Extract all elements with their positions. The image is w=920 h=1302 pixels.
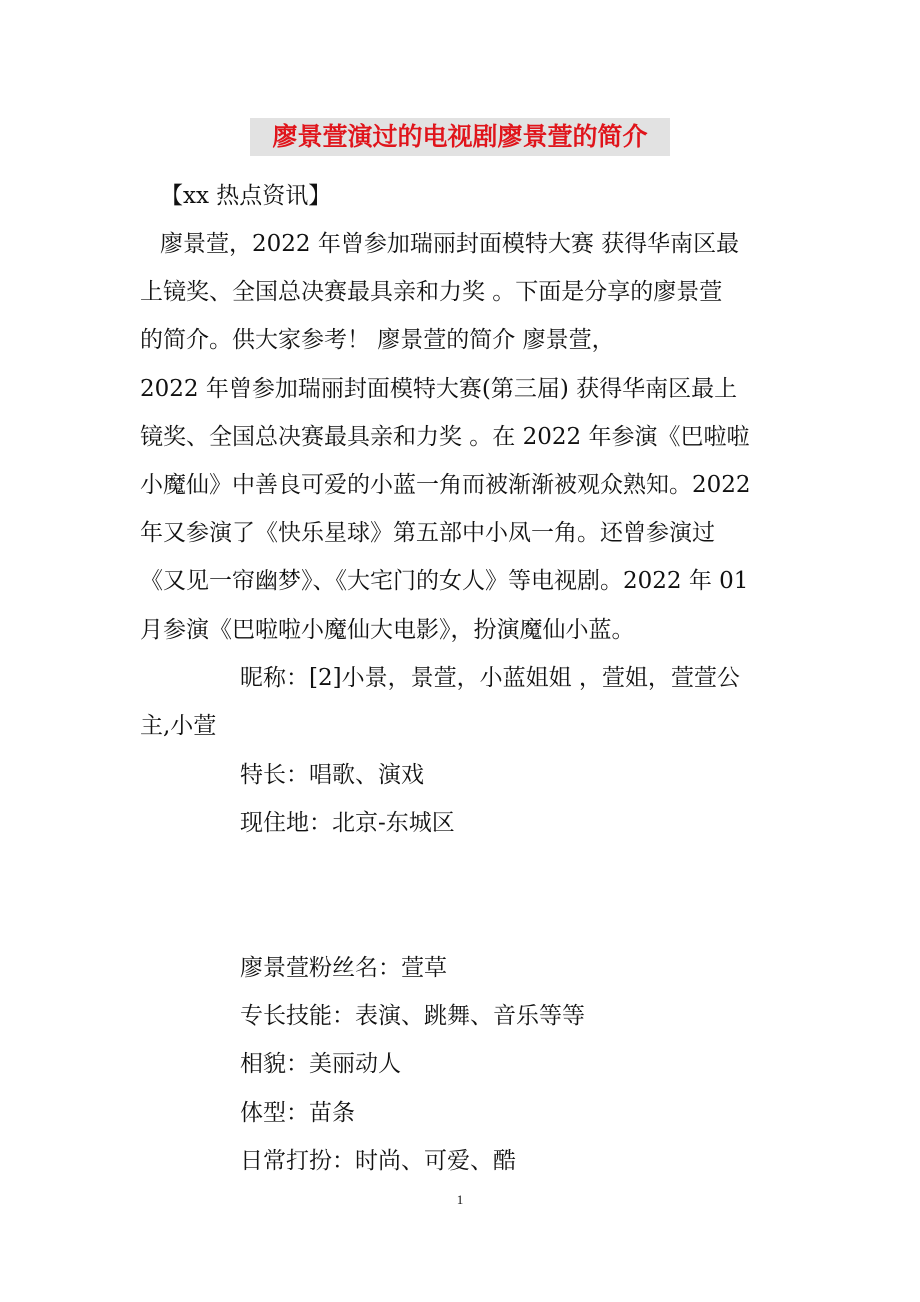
intro-line-8: 《又见一帘幽梦》、《大宅门的女人》等电视剧。2022 年 01	[140, 568, 749, 594]
source-tag: 【xx 热点资讯】	[160, 183, 332, 209]
intro-line-7: 年又参演了《快乐星球》第五部中小凤一角。还曾参演过	[140, 520, 715, 546]
intro-line-6: 小魔仙》中善良可爱的小蓝一角而被渐渐被观众熟知。2022	[140, 472, 751, 498]
nickname-line-1: 昵称：[2]小景，景萱，小蓝姐姐 ，萱姐，萱萱公	[240, 665, 740, 691]
fan-name-line: 廖景萱粉丝名：萱草	[240, 955, 447, 981]
intro-line-3: 的简介。供大家参考！ 廖景萱的简介 廖景萱，	[140, 327, 615, 353]
daily-style-line: 日常打扮：时尚、可爱、酷	[240, 1148, 516, 1174]
body-type-line: 体型：苗条	[240, 1100, 355, 1126]
intro-line-2: 上镜奖、全国总决赛最具亲和力奖 。下面是分享的廖景萱	[140, 279, 723, 305]
intro-line-5: 镜奖、全国总决赛最具亲和力奖 。在 2022 年参演《巴啦啦	[140, 424, 750, 450]
residence-line: 现住地：北京-东城区	[240, 810, 455, 836]
skills-line: 专长技能：表演、跳舞、音乐等等	[240, 1003, 585, 1029]
page-number: 1	[456, 1192, 464, 1207]
document-title: 廖景萱演过的电视剧廖景萱的简介	[250, 118, 670, 156]
intro-line-9: 月参演《巴啦啦小魔仙大电影》，扮演魔仙小蓝。	[140, 617, 635, 643]
intro-line-1: 廖景萱，2022 年曾参加瑞丽封面模特大赛 获得华南区最	[160, 231, 740, 257]
looks-line: 相貌：美丽动人	[240, 1051, 401, 1077]
specialty-line: 特长：唱歌、演戏	[240, 762, 424, 788]
intro-line-4: 2022 年曾参加瑞丽封面模特大赛(第三届) 获得华南区最上	[140, 376, 738, 402]
nickname-line-2: 主,小萱	[140, 713, 217, 739]
